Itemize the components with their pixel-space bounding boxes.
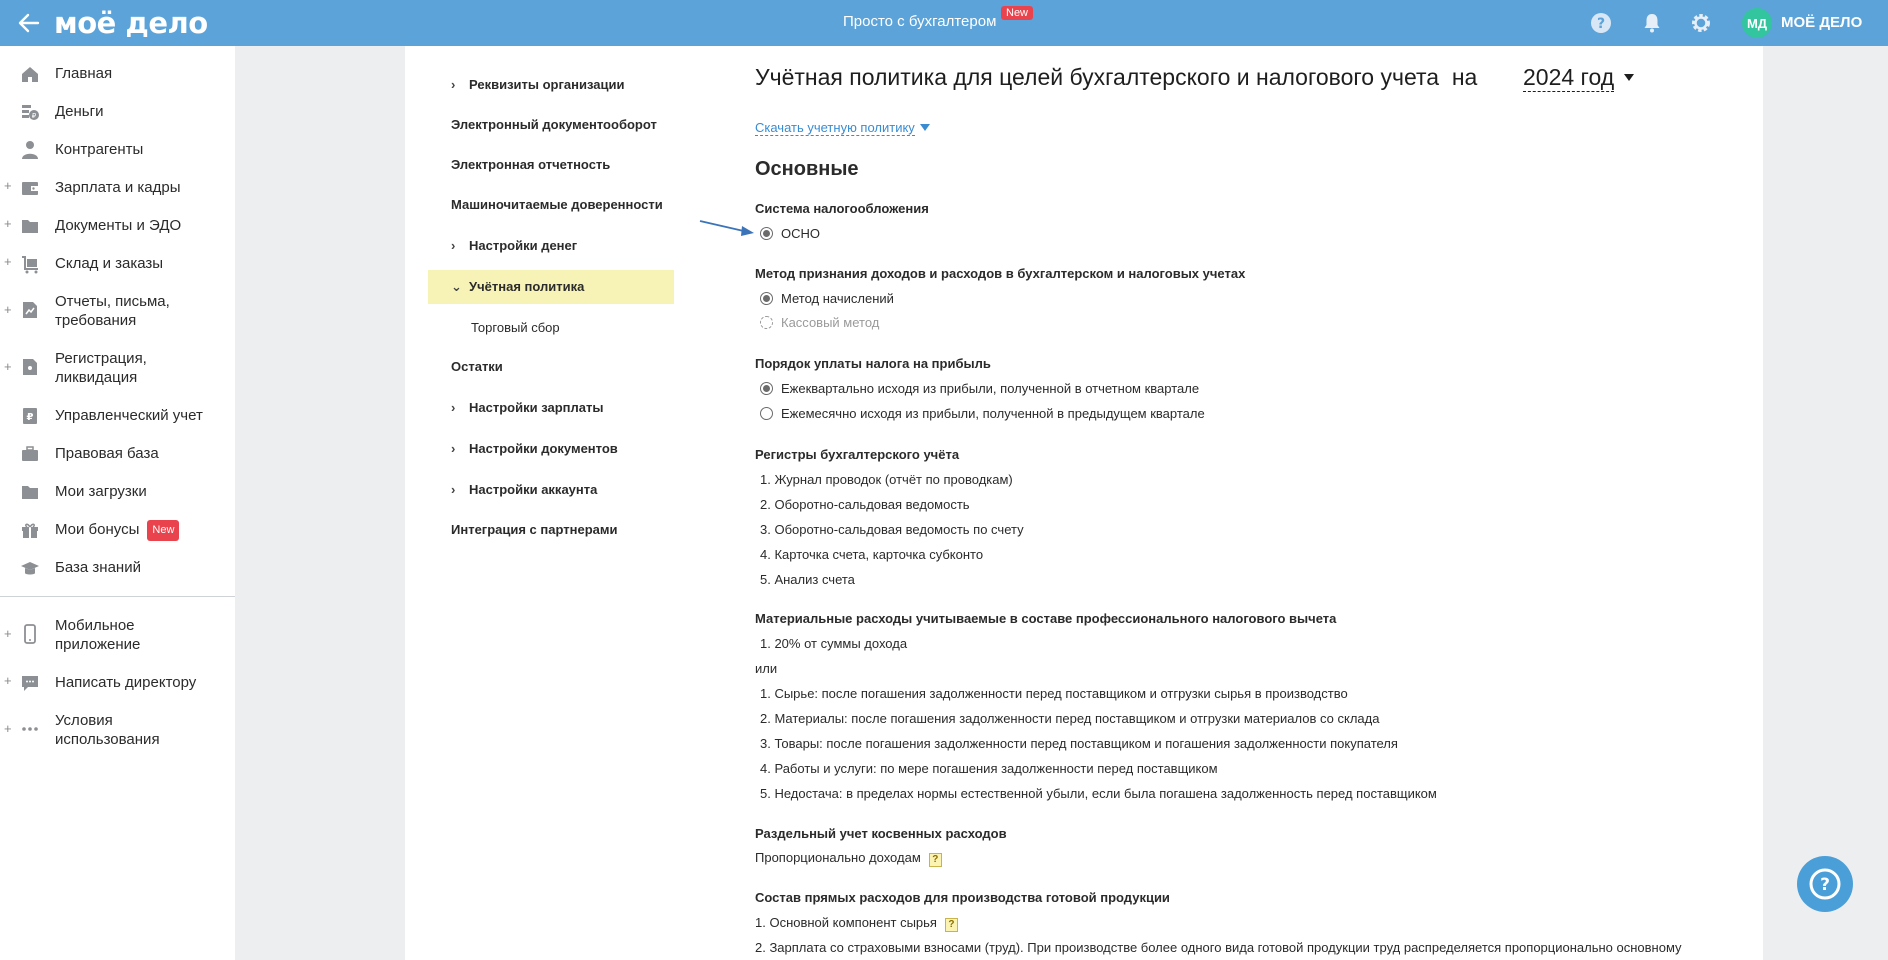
money-icon: [20, 102, 40, 122]
list-item: 2. Оборотно-сальдовая ведомость: [760, 497, 970, 512]
wallet-icon: [20, 178, 40, 198]
arrow-annotation-icon: [698, 218, 758, 238]
chevron-right-icon: ›: [451, 441, 456, 456]
radio-cash-method[interactable]: Кассовый метод: [760, 315, 879, 330]
mobile-icon: [20, 624, 40, 644]
logo[interactable]: моё дело: [54, 6, 208, 40]
folder-icon: [20, 216, 40, 236]
hint-icon[interactable]: ?: [945, 918, 958, 932]
radio-dot[interactable]: [760, 382, 773, 395]
chevron-right-icon: ›: [451, 400, 456, 415]
home-icon: [20, 64, 40, 84]
subnav-subitem-trade-fee[interactable]: Торговый сбор: [471, 320, 560, 335]
list-item: 4. Карточка счета, карточка субконто: [760, 547, 984, 562]
list-item: 2. Зарплата со страховыми взносами (труд). При производстве более одного вида готовой продукции труд распределяется пропорционально основному: [755, 940, 1682, 955]
list-item: 1. 20% от суммы дохода: [760, 636, 908, 651]
radio-dot[interactable]: [760, 407, 773, 420]
new-badge: New: [147, 520, 179, 541]
year-select[interactable]: 2024 год: [1523, 64, 1615, 90]
radio-tax-system-osno[interactable]: ОСНО: [760, 226, 820, 241]
expand-plus-icon[interactable]: +: [4, 254, 12, 269]
floating-help-button[interactable]: [1797, 856, 1853, 912]
radio-monthly[interactable]: Ежемесячно исходя из прибыли, полученной в предыдущем квартале: [760, 406, 1205, 421]
expand-plus-icon[interactable]: +: [4, 178, 12, 193]
group-title-profit-tax: Порядок уплаты налога на прибыль: [755, 356, 991, 371]
year-caret-icon[interactable]: [1624, 74, 1634, 81]
chevron-right-icon: ›: [451, 238, 456, 253]
svg-text:?: ?: [1820, 875, 1830, 895]
sidebar-item-label: Главная: [55, 65, 113, 82]
svg-text:?: ?: [1596, 16, 1606, 32]
gear-icon[interactable]: [1689, 11, 1713, 35]
radio-dot[interactable]: [760, 292, 773, 305]
radio-dot[interactable]: [760, 316, 773, 329]
page-title: Учётная политика для целей бухгалтерского и налогового учета на: [755, 64, 1478, 90]
group-title-direct: Состав прямых расходов для производства готовой продукции: [755, 890, 1170, 905]
avatar[interactable]: МД: [1742, 8, 1772, 38]
subnav-item-powers-of-attorney[interactable]: Машиночитаемые доверенности: [451, 197, 663, 212]
report-icon: [20, 300, 40, 320]
list-item: 1. Основной компонент сырья ?: [755, 915, 958, 932]
group-title-material-expenses: Материальные расходы учитываемые в составе профессионального налогового вычета: [755, 611, 1337, 626]
registration-icon: [20, 357, 40, 377]
list-item: 2. Материалы: после погашения задолженности перед поставщиком и отгрузки материалов со склада: [760, 711, 1380, 726]
bell-icon[interactable]: [1640, 11, 1664, 35]
indirect-value: Пропорционально доходам ?: [755, 850, 942, 867]
graduation-cap-icon: [20, 558, 40, 578]
svg-text:₽: ₽: [26, 412, 34, 423]
chat-icon: [20, 673, 40, 693]
sidebar-item-label: Условия использования: [55, 712, 160, 748]
cart-icon: [20, 254, 40, 274]
help-icon[interactable]: [1589, 11, 1613, 35]
expand-plus-icon[interactable]: +: [4, 359, 12, 374]
download-policy-link[interactable]: Скачать учетную политику: [755, 120, 915, 135]
subnav-item-document-settings[interactable]: › Настройки документов: [451, 441, 618, 456]
contractors-icon: [20, 140, 40, 160]
downloads-folder-icon: [20, 482, 40, 502]
sidebar-item-label: Отчеты, письма, требования: [55, 293, 170, 329]
list-item: 1. Журнал проводок (отчёт по проводкам): [760, 472, 1013, 487]
sidebar-item-label: Зарплата и кадры: [55, 179, 181, 196]
download-caret-icon[interactable]: [920, 124, 930, 131]
radio-quarterly[interactable]: Ежеквартально исходя из прибыли, полученной в отчетном квартале: [760, 381, 1199, 396]
section-title: Основные: [755, 158, 859, 180]
gift-icon: [20, 520, 40, 540]
expand-plus-icon[interactable]: +: [4, 302, 12, 317]
sidebar-item-label: Мобильное приложение: [55, 617, 141, 653]
sidebar-item-label: Деньги: [55, 103, 104, 120]
help-icon: [1807, 866, 1843, 902]
account-name[interactable]: МОЁ ДЕЛО: [1781, 14, 1863, 31]
list-item: 3. Товары: после погашения задолженности перед поставщиком и погашения задолженности покупателя: [760, 736, 1398, 751]
back-arrow-icon[interactable]: [16, 10, 42, 36]
sidebar-item-label: Написать директору: [55, 674, 197, 691]
sidebar-item-label: Мои загрузки: [55, 483, 147, 500]
list-item: 1. Сырье: после погашения задолженности перед поставщиком и отгрузки сырья в производство: [760, 686, 1348, 701]
sidebar-divider: [0, 596, 235, 597]
more-icon: [20, 719, 40, 739]
subnav-item-account-settings[interactable]: › Настройки аккаунта: [451, 482, 598, 497]
radio-dot[interactable]: [760, 227, 773, 240]
subnav-item-money-settings[interactable]: › Настройки денег: [451, 238, 578, 253]
expand-plus-icon[interactable]: +: [4, 673, 12, 688]
sidebar-item-label: Регистрация, ликвидация: [55, 350, 147, 386]
subnav-item-accounting-policy[interactable]: ⌄ Учётная политика: [451, 279, 585, 294]
chevron-down-icon: ⌄: [451, 279, 462, 294]
subnav-item-e-reporting[interactable]: Электронная отчетность: [451, 157, 611, 172]
chevron-right-icon: ›: [451, 77, 456, 92]
briefcase-icon: [20, 444, 40, 464]
new-badge: New: [1001, 6, 1033, 20]
group-title-method: Метод признания доходов и расходов в бухгалтерском и налоговых учетах: [755, 266, 1246, 281]
subnav-item-salary-settings[interactable]: › Настройки зарплаты: [451, 400, 604, 415]
sidebar-item-label: Склад и заказы: [55, 255, 164, 272]
sidebar-item-label: Управленческий учет: [55, 407, 203, 424]
management-icon: [20, 406, 40, 426]
expand-plus-icon[interactable]: +: [4, 626, 12, 641]
top-bar: [0, 0, 1888, 46]
list-item: 5. Анализ счета: [760, 572, 855, 587]
list-item: 3. Оборотно-сальдовая ведомость по счету: [760, 522, 1024, 537]
sidebar-item-label: Правовая база: [55, 445, 159, 462]
subnav-item-edo[interactable]: Электронный документооборот: [451, 117, 657, 132]
chevron-right-icon: ›: [451, 482, 456, 497]
group-title-registers: Регистры бухгалтерского учёта: [755, 447, 960, 462]
main-panel: [405, 46, 1763, 960]
subnav-item-requisites[interactable]: › Реквизиты организации: [451, 77, 625, 92]
hint-icon[interactable]: ?: [929, 853, 942, 867]
group-title-tax-system: Система налогообложения: [755, 201, 929, 216]
svg-text:₽: ₽: [31, 112, 37, 120]
expand-plus-icon[interactable]: +: [4, 216, 12, 231]
promo-link[interactable]: Просто с бухгалтером: [843, 13, 997, 30]
subnav-item-partners[interactable]: Интеграция с партнерами: [451, 522, 618, 537]
sidebar-item-label: Мои бонусы New: [55, 520, 179, 541]
radio-accrual-method[interactable]: Метод начислений: [760, 291, 894, 306]
sidebar-item-label: База знаний: [55, 559, 141, 576]
group-title-indirect: Раздельный учет косвенных расходов: [755, 826, 1007, 841]
expand-plus-icon[interactable]: +: [4, 721, 12, 736]
sidebar: [0, 46, 235, 960]
list-item: 4. Работы и услуги: по мере погашения задолженности перед поставщиком: [760, 761, 1218, 776]
or-text: или: [755, 661, 778, 676]
subnav-item-balances[interactable]: Остатки: [451, 359, 503, 374]
sidebar-item-label: Документы и ЭДО: [55, 217, 182, 234]
sidebar-item-label: Контрагенты: [55, 141, 144, 158]
list-item: 5. Недостача: в пределах нормы естественной убыли, если была погашена задолженность перед поставщиком: [760, 786, 1437, 801]
